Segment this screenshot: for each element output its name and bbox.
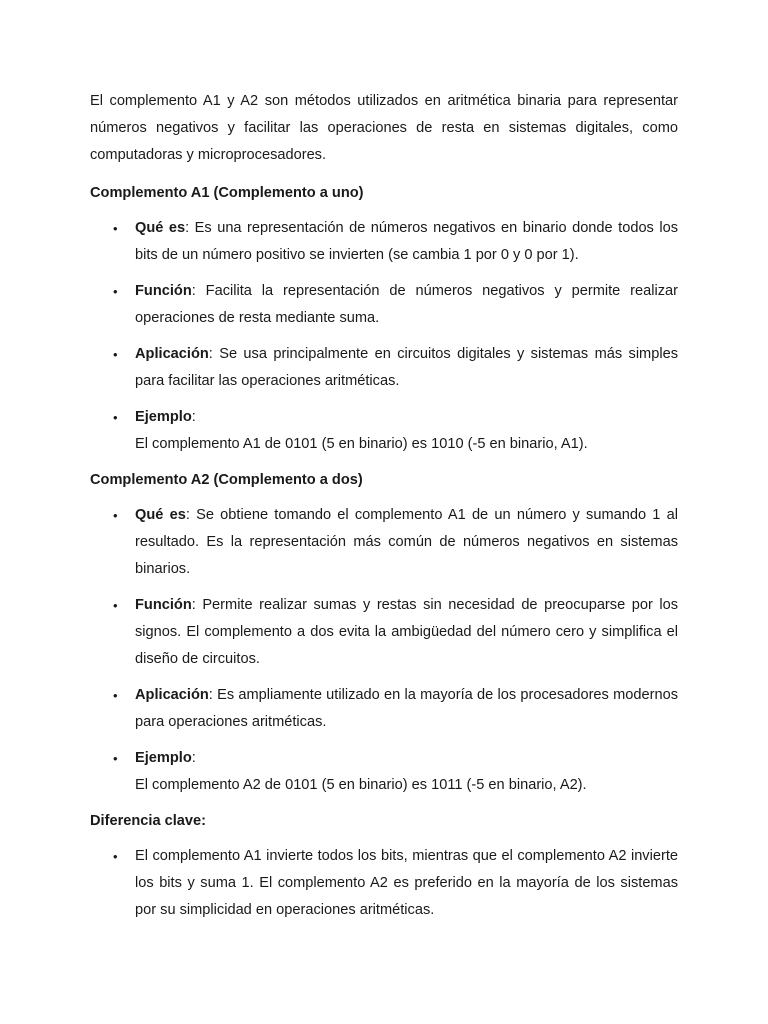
- list-item: [90, 682, 678, 736]
- bullet-icon: •: [113, 347, 118, 362]
- section-heading: Complemento A2 (Complemento a dos): [90, 472, 363, 488]
- list-item: [90, 843, 678, 924]
- bullet-icon: •: [113, 508, 118, 523]
- bullet-icon: •: [113, 221, 118, 236]
- item-term: Aplicación: [135, 687, 209, 703]
- item-text: : Se usa principalmente en circuitos digitales y sistemas más simples para facilitar las operaciones aritméticas.: [135, 346, 678, 389]
- section-diferencia-clave: [90, 808, 678, 924]
- bullet-icon: •: [113, 688, 118, 703]
- list-item: [90, 404, 678, 458]
- intro-paragraph: El complemento A1 y A2 son métodos utilizados en aritmética binaria para representar números negativos y facilitar las operaciones de resta en sistemas digitales, como computadoras y microprocesadores.: [90, 93, 678, 163]
- bullet-icon: •: [113, 284, 118, 299]
- list-item: [90, 745, 678, 799]
- bullet-list: [90, 502, 678, 799]
- item-term: Qué es: [135, 220, 186, 236]
- item-text: : Es ampliamente utilizado en la mayoría de los procesadores modernos para operaciones aritméticas.: [135, 687, 678, 730]
- item-term: Ejemplo: [135, 409, 192, 425]
- item-text: : Facilita la representación de números negativos y permite realizar operaciones de resta mediante suma.: [135, 283, 678, 326]
- item-term: Función: [135, 283, 192, 299]
- list-item: [90, 502, 678, 583]
- bullet-icon: •: [113, 598, 118, 613]
- section-heading: Diferencia clave:: [90, 813, 207, 829]
- item-term: Función: [135, 597, 192, 613]
- bullet-icon: •: [113, 751, 118, 766]
- list-item: [90, 278, 678, 332]
- item-text: : Permite realizar sumas y restas sin necesidad de preocuparse por los signos. El complemento a dos evita la ambigüedad del número cero y simplifica el diseño de circuitos.: [135, 597, 678, 667]
- bullet-icon: •: [113, 849, 118, 864]
- section-complemento-a2: [90, 467, 678, 799]
- list-item: [90, 592, 678, 673]
- item-text: :: [191, 750, 196, 766]
- list-item: [90, 341, 678, 395]
- item-term: Qué es: [135, 507, 186, 523]
- bullet-list: [90, 843, 678, 924]
- item-term: Aplicación: [135, 346, 209, 362]
- item-text: : Se obtiene tomando el complemento A1 de un número y sumando 1 al resultado. Es la representación más común de números negativos en sistemas binarios.: [135, 507, 678, 577]
- item-text: :: [191, 409, 196, 425]
- example-text: El complemento A1 de 0101 (5 en binario) es 1010 (-5 en binario, A1).: [135, 436, 588, 452]
- bullet-list: [90, 215, 678, 458]
- bullet-icon: •: [113, 410, 118, 425]
- section-complemento-a1: [90, 180, 678, 458]
- item-text: El complemento A1 invierte todos los bits, mientras que el complemento A2 invierte los bits y suma 1. El complemento A2 es preferido en la mayoría de los sistemas por su simplicidad en operaciones aritméticas.: [135, 848, 678, 918]
- item-text: : Es una representación de números negativos en binario donde todos los bits de un número positivo se invierten (se cambia 1 por 0 y 0 por 1).: [135, 220, 679, 263]
- item-term: Ejemplo: [135, 750, 192, 766]
- section-heading: Complemento A1 (Complemento a uno): [90, 185, 364, 201]
- document-page: [90, 88, 678, 933]
- list-item: [90, 215, 678, 269]
- example-text: El complemento A2 de 0101 (5 en binario) es 1011 (-5 en binario, A2).: [135, 777, 587, 793]
